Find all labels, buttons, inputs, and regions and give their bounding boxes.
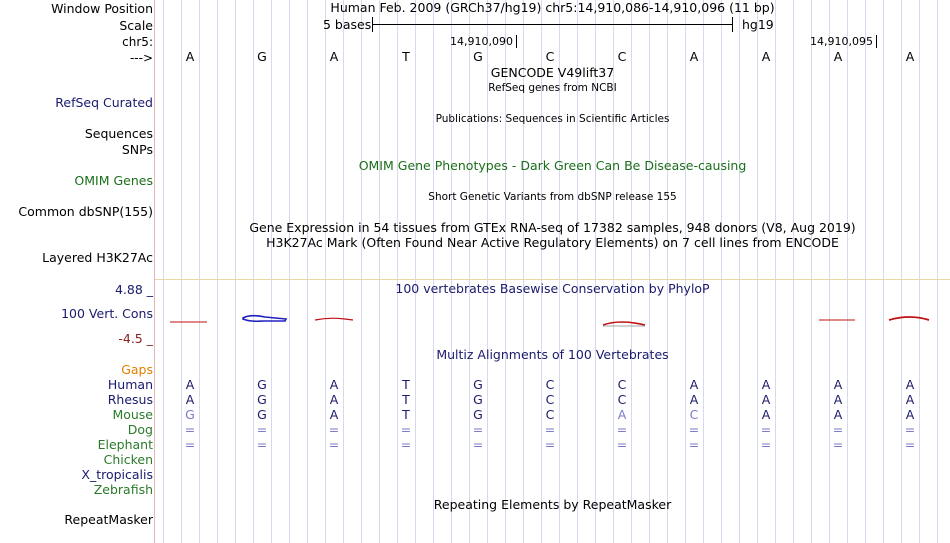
gtex-track-title[interactable]: Gene Expression in 54 tissues from GTEx RNA-seq of 17382 samples, 948 donors (V8, Aug 2019) xyxy=(249,220,856,235)
alignment-base: = xyxy=(184,437,196,452)
track-separator xyxy=(155,279,950,280)
cons-max-label: 4.88 _ xyxy=(114,282,153,297)
alignment-base: G xyxy=(473,392,483,407)
phylop-mark-4 xyxy=(603,322,645,325)
species-label-rhesus[interactable]: Rhesus xyxy=(107,392,153,407)
omim-track-title[interactable]: OMIM Gene Phenotypes - Dark Green Can Be Disease-causing xyxy=(358,158,747,173)
alignment-base: G xyxy=(185,407,195,422)
alignment-base: A xyxy=(905,392,915,407)
alignment-base: = xyxy=(472,437,484,452)
coord-left-tick xyxy=(516,35,517,48)
alignment-base: = xyxy=(832,422,844,437)
alignment-base: A xyxy=(761,407,771,422)
alignment-base: A xyxy=(185,377,195,392)
phylop-signal xyxy=(155,300,950,340)
species-label-dog[interactable]: Dog xyxy=(127,422,153,437)
alignment-base: = xyxy=(400,437,412,452)
alignment-base: = xyxy=(544,437,556,452)
multiz-track-title[interactable]: Multiz Alignments of 100 Vertebrates xyxy=(436,347,669,362)
phylop-track-title[interactable]: 100 vertebrates Basewise Conservation by PhyloP xyxy=(395,281,710,296)
phylop-mark-2 xyxy=(243,316,286,322)
reference-base: A xyxy=(833,49,843,64)
alignment-base: = xyxy=(472,422,484,437)
alignment-base: = xyxy=(400,422,412,437)
track-label-layered-h3k27ac[interactable]: Layered H3K27Ac xyxy=(42,250,153,265)
alignment-base: = xyxy=(760,422,772,437)
reference-base: T xyxy=(402,49,410,64)
alignment-base: A xyxy=(905,407,915,422)
alignment-base: = xyxy=(904,437,916,452)
alignment-base: T xyxy=(402,392,410,407)
strand-label: ---> xyxy=(129,51,153,65)
reference-base: G xyxy=(257,49,267,64)
track-label-gaps[interactable]: Gaps xyxy=(121,362,153,377)
alignment-base: = xyxy=(688,422,700,437)
alignment-base: A xyxy=(833,407,843,422)
alignment-base: G xyxy=(473,407,483,422)
alignment-base: A xyxy=(329,377,339,392)
species-label-x_tropicalis[interactable]: X_tropicalis xyxy=(81,467,153,482)
coord-left: 14,910,090 xyxy=(450,35,513,48)
alignment-base: G xyxy=(257,392,267,407)
scale-assembly-text: hg19 xyxy=(742,17,774,32)
reference-base: G xyxy=(473,49,483,64)
gencode-track-title[interactable]: GENCODE V49lift37 xyxy=(490,65,615,80)
scale-bases-text: 5 bases xyxy=(323,17,372,32)
reference-base: C xyxy=(545,49,555,64)
alignment-base: T xyxy=(402,407,410,422)
alignment-base: = xyxy=(328,437,340,452)
alignment-base: A xyxy=(833,392,843,407)
alignment-base: C xyxy=(617,392,627,407)
reference-base: A xyxy=(761,49,771,64)
track-label-common-dbsnp[interactable]: Common dbSNP(155) xyxy=(18,204,153,219)
alignment-base: = xyxy=(904,422,916,437)
track-label-repeatmasker[interactable]: RepeatMasker xyxy=(64,512,153,527)
alignment-base: G xyxy=(257,377,267,392)
repeatmasker-track-title[interactable]: Repeating Elements by RepeatMasker xyxy=(433,497,672,512)
alignment-base: = xyxy=(616,437,628,452)
species-label-zebrafish[interactable]: Zebrafish xyxy=(93,482,153,497)
alignment-base: A xyxy=(905,377,915,392)
reference-base: A xyxy=(905,49,915,64)
cons-min-label: -4.5 _ xyxy=(118,331,153,346)
track-label-snps[interactable]: SNPs xyxy=(121,142,153,157)
h3k27ac-track-title[interactable]: H3K27Ac Mark (Often Found Near Active Regulatory Elements) on 7 cell lines from ENCODE xyxy=(266,235,839,250)
scale-label: Scale xyxy=(119,18,153,33)
alignment-base: = xyxy=(760,437,772,452)
alignment-base: A xyxy=(761,392,771,407)
species-label-chicken[interactable]: Chicken xyxy=(103,452,153,467)
alignment-base: G xyxy=(257,407,267,422)
dbsnp-track-title[interactable]: Short Genetic Variants from dbSNP release 155 xyxy=(428,191,677,203)
track-label-sequences[interactable]: Sequences xyxy=(84,126,153,141)
alignment-base: C xyxy=(545,407,555,422)
alignment-base: A xyxy=(617,407,627,422)
coord-right-tick xyxy=(876,35,877,48)
alignment-base: = xyxy=(184,422,196,437)
track-label-omim-genes[interactable]: OMIM Genes xyxy=(74,173,153,188)
species-label-mouse[interactable]: Mouse xyxy=(112,407,153,422)
alignment-base: G xyxy=(473,377,483,392)
alignment-base: C xyxy=(617,377,627,392)
scale-bar-right-tick xyxy=(732,17,733,32)
alignment-base: T xyxy=(402,377,410,392)
track-label-refseq-curated[interactable]: RefSeq Curated xyxy=(55,95,153,110)
publications-track-title[interactable]: Publications: Sequences in Scientific Articles xyxy=(435,113,670,125)
alignment-base: = xyxy=(328,422,340,437)
reference-base: A xyxy=(689,49,699,64)
alignment-base: = xyxy=(688,437,700,452)
alignment-base: = xyxy=(544,422,556,437)
alignment-base: A xyxy=(329,392,339,407)
alignment-base: C xyxy=(689,407,699,422)
alignment-base: = xyxy=(256,437,268,452)
phylop-mark-6 xyxy=(889,317,929,320)
window-position-label: Window Position xyxy=(51,1,153,16)
alignment-base: A xyxy=(185,392,195,407)
alignment-base: A xyxy=(833,377,843,392)
alignment-base: A xyxy=(329,407,339,422)
alignment-base: A xyxy=(689,377,699,392)
reference-base: A xyxy=(185,49,195,64)
alignment-base: C xyxy=(545,392,555,407)
alignment-base: A xyxy=(761,377,771,392)
coord-right: 14,910,095 xyxy=(810,35,873,48)
reference-base: C xyxy=(617,49,627,64)
alignment-base: C xyxy=(545,377,555,392)
refseq-track-title[interactable]: RefSeq genes from NCBI xyxy=(488,82,617,94)
window-position-value: Human Feb. 2009 (GRCh37/hg19) chr5:14,910,086-14,910,096 (11 bp) xyxy=(330,0,775,15)
track-label-vert-cons[interactable]: 100 Vert. Cons xyxy=(61,306,153,321)
species-label-human[interactable]: Human xyxy=(107,377,153,392)
alignment-base: A xyxy=(689,392,699,407)
chrom-label: chr5: xyxy=(122,35,153,49)
alignment-base: = xyxy=(616,422,628,437)
reference-base: A xyxy=(329,49,339,64)
scale-bar xyxy=(372,24,732,25)
alignment-base: = xyxy=(832,437,844,452)
alignment-base: = xyxy=(256,422,268,437)
species-label-elephant[interactable]: Elephant xyxy=(97,437,153,452)
phylop-mark-3 xyxy=(315,318,353,320)
